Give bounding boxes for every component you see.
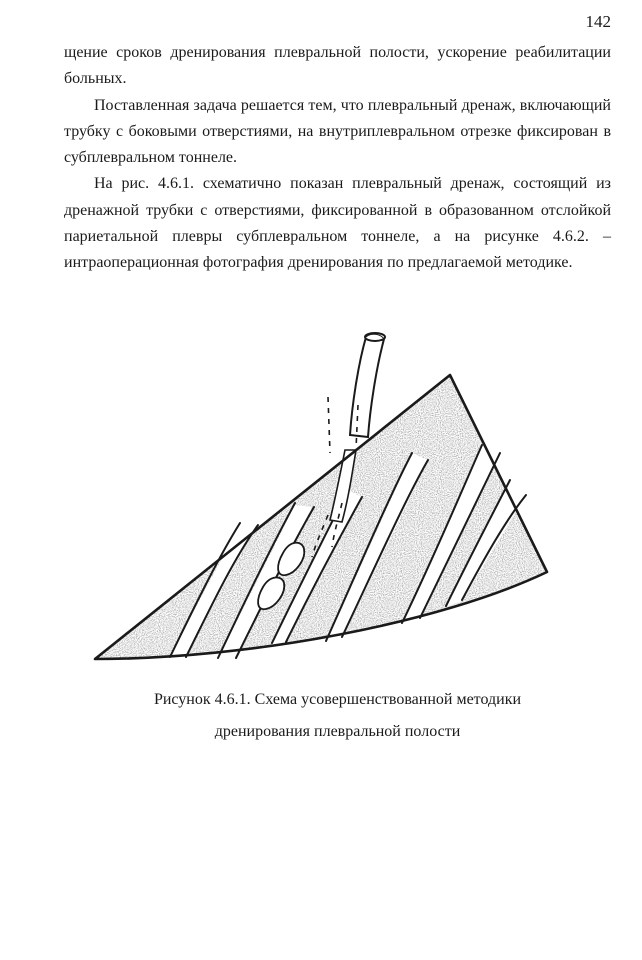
paragraph-figure-description: На рис. 4.6.1. схематично показан плевральный дренаж, состоящий из дренажной трубки с отверстиями, фиксированной в образованном отслойкой париетальной плевры субплевральном тоннеле, а на рисунке 4.6.2. – интраоперационная фотография дренирования по предлагаемой методике.: [64, 175, 611, 272]
paragraph-task: Поставленная задача решается тем, что плевральный дренаж, включающий трубку с боковыми отверстиями, на внутриплевральном отрезке фиксирован в субплевральном тоннеле.: [64, 96, 611, 167]
figure-caption: [64, 684, 611, 748]
body-text: [64, 40, 611, 277]
drainage-diagram-illustration: [90, 325, 560, 670]
caption-line-2: дренирования плевральной полости: [214, 723, 461, 740]
figure-4-6-1: [90, 325, 560, 670]
page-number: 142: [585, 12, 611, 31]
paragraph-continuation: щение сроков дренирования плевральной полости, ускорение реабилитации больных.: [64, 44, 611, 88]
caption-line-1: Рисунок 4.6.1. Схема усовершенствованной методики: [153, 691, 522, 708]
stippled-tissue: [90, 365, 560, 665]
